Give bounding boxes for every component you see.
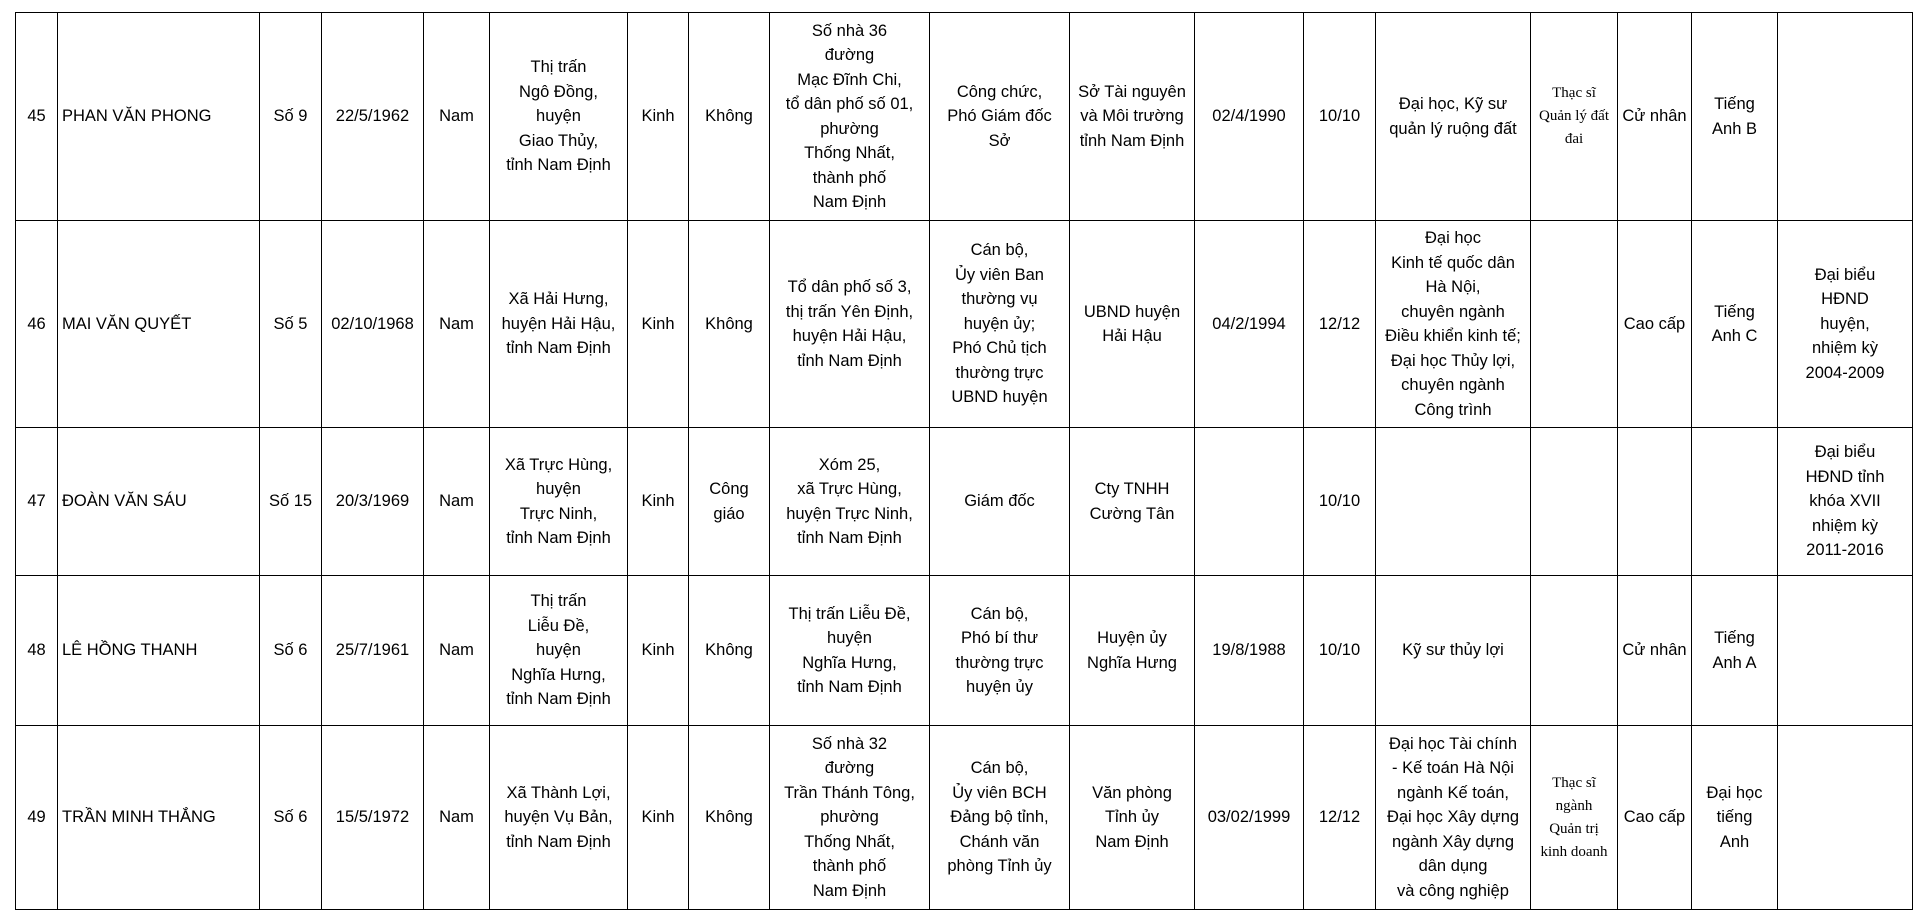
cell-line: Ủy viên Ban	[955, 265, 1044, 284]
cell-line: huyện	[536, 480, 581, 498]
cell-line: tỉnh Nam Định	[1079, 131, 1185, 150]
cell-line: Không	[705, 641, 753, 660]
ly-luan-cell: Cao cấp	[1618, 726, 1692, 910]
cell-line: và công nghiệp	[1397, 881, 1509, 900]
cell-line: kinh doanh	[1540, 843, 1608, 860]
cell-line: Hải Hậu	[1102, 327, 1162, 345]
cell-line: ngành Kế toán,	[1397, 783, 1509, 802]
so-to-cell: Số 6	[260, 576, 322, 726]
cell-line: Huyện ủy	[1097, 629, 1167, 647]
cell-line: Công chức,	[956, 82, 1043, 101]
gioi-tinh-cell: Nam	[424, 726, 490, 910]
noi-o-cell	[770, 576, 930, 726]
cell-line: Anh	[1719, 832, 1750, 851]
pho-thong-cell: 10/10	[1304, 428, 1376, 576]
cell-line: Đại học Thủy lợi,	[1390, 351, 1516, 370]
cell-line: Nghĩa Hưng,	[511, 665, 606, 684]
cell-line: tỉnh Nam Định	[797, 351, 902, 370]
cell-line: chuyên ngành	[1401, 376, 1505, 394]
hoc-vi-cell	[1531, 726, 1618, 910]
cell-line: Phó Chủ tịch	[952, 339, 1047, 358]
ngay-vao-dang-cell: 03/02/1999	[1195, 726, 1304, 910]
cell-line: Nghĩa Hưng,	[802, 653, 897, 672]
dai-bieu-cell	[1778, 726, 1913, 910]
cell-line: Nghĩa Hưng	[1087, 653, 1177, 672]
ngay-sinh-cell: 25/7/1961	[322, 576, 424, 726]
cell-line: Công	[709, 480, 749, 498]
noi-cong-tac-cell	[1070, 726, 1195, 910]
table-row	[16, 576, 1913, 726]
noi-cong-tac-cell	[1070, 221, 1195, 428]
cell-line: Đại học, Kỹ sư	[1398, 95, 1508, 113]
dan-toc-cell: Kinh	[628, 221, 689, 428]
cell-line: Hà Nội,	[1425, 278, 1481, 296]
hoc-vi-cell	[1531, 428, 1618, 576]
cell-line: huyện ủy;	[963, 314, 1036, 333]
cell-line: Cty TNHH	[1094, 480, 1170, 498]
cell-line: Xã Hải Hưng,	[508, 290, 609, 309]
stt-cell: 47	[16, 428, 58, 576]
ly-luan-cell: Cử nhân	[1618, 13, 1692, 221]
dai-bieu-cell	[1778, 221, 1913, 428]
cell-line: Đại học	[1425, 229, 1481, 247]
cell-line: thành phố	[812, 857, 887, 876]
cell-line: huyện Vụ Bản,	[504, 808, 613, 827]
chuc-vu-cell	[930, 428, 1070, 576]
dai-bieu-cell	[1778, 13, 1913, 221]
stt-cell: 45	[16, 13, 58, 221]
stt-cell: 46	[16, 221, 58, 428]
cell-line: Tỉnh ủy	[1104, 808, 1160, 827]
dan-toc-cell: Kinh	[628, 576, 689, 726]
cell-line: Điều khiển kinh tế;	[1385, 327, 1521, 345]
noi-cong-tac-cell	[1070, 428, 1195, 576]
cell-line: Đại học Xây dựng	[1386, 808, 1520, 827]
cell-line: Ủy viên BCH	[952, 783, 1047, 802]
cell-line: Phó Giám đốc	[947, 107, 1052, 126]
cell-line: tỉnh Nam Định	[506, 690, 611, 709]
cell-line: nhiệm kỳ	[1811, 516, 1879, 535]
cell-line: xã Trực Hùng,	[797, 480, 902, 498]
cell-line: Thị trấn	[530, 592, 587, 611]
ngay-sinh-cell: 02/10/1968	[322, 221, 424, 428]
chuyen-mon-cell	[1376, 726, 1531, 910]
dai-bieu-cell	[1778, 428, 1913, 576]
cell-line: huyện	[827, 629, 872, 647]
ton-giao-cell	[689, 576, 770, 726]
ly-luan-cell: Cử nhân	[1618, 576, 1692, 726]
cell-line: tỉnh Nam Định	[506, 832, 611, 851]
cell-line: Anh C	[1711, 327, 1758, 345]
que-quan-cell	[490, 221, 628, 428]
cell-line: huyện Hải Hậu,	[501, 314, 616, 333]
so-to-cell: Số 9	[260, 13, 322, 221]
cell-line: Tiếng	[1714, 302, 1755, 321]
cell-line: Không	[705, 314, 753, 333]
cell-line: huyện Hải Hậu,	[792, 327, 907, 345]
ngay-sinh-cell: 20/3/1969	[322, 428, 424, 576]
cell-line: Nam Định	[812, 193, 887, 211]
cell-line: Số nhà 32	[811, 734, 888, 753]
cell-line: Không	[705, 107, 753, 126]
ho-ten-cell: LÊ HỒNG THANH	[58, 576, 260, 726]
noi-o-cell	[770, 221, 930, 428]
ngay-vao-dang-cell	[1195, 428, 1304, 576]
gioi-tinh-cell: Nam	[424, 13, 490, 221]
ho-ten-cell: ĐOÀN VĂN SÁU	[58, 428, 260, 576]
ngay-vao-dang-cell: 02/4/1990	[1195, 13, 1304, 221]
que-quan-cell	[490, 13, 628, 221]
noi-o-cell	[770, 13, 930, 221]
ngay-sinh-cell: 22/5/1962	[322, 13, 424, 221]
candidate-table	[15, 12, 1913, 910]
cell-line: thành phố	[812, 168, 887, 187]
cell-line: Cường Tân	[1089, 504, 1175, 523]
cell-line: phường	[820, 808, 879, 827]
dan-toc-cell: Kinh	[628, 428, 689, 576]
cell-line: Đại học	[1706, 783, 1763, 802]
table-row	[16, 726, 1913, 910]
pho-thong-cell: 12/12	[1304, 726, 1376, 910]
cell-line: khóa XVII	[1809, 492, 1881, 511]
ngoai-ngu-cell	[1692, 576, 1778, 726]
cell-line: Công trình	[1414, 400, 1492, 419]
cell-line: tỉnh Nam Định	[797, 678, 902, 696]
que-quan-cell	[490, 576, 628, 726]
pho-thong-cell: 10/10	[1304, 576, 1376, 726]
cell-line: tỉnh Nam Định	[506, 339, 611, 358]
cell-line: Liễu Đề,	[527, 616, 590, 635]
cell-line: chuyên ngành	[1401, 302, 1505, 321]
noi-cong-tac-cell	[1070, 576, 1195, 726]
cell-line: Trực Ninh,	[519, 504, 598, 523]
so-to-cell: Số 5	[260, 221, 322, 428]
chuc-vu-cell	[930, 726, 1070, 910]
cell-line: Không	[705, 808, 753, 827]
dan-toc-cell: Kinh	[628, 13, 689, 221]
cell-line: 2004-2009	[1805, 363, 1885, 382]
noi-o-cell	[770, 428, 930, 576]
cell-line: Thạc sĩ	[1552, 774, 1596, 791]
cell-line: thường trực	[955, 363, 1044, 382]
table-row	[16, 221, 1913, 428]
cell-line: Ngô Đồng,	[519, 82, 598, 101]
cell-line: phòng Tỉnh ủy	[947, 857, 1052, 876]
cell-line: huyện	[536, 641, 581, 660]
ton-giao-cell	[689, 726, 770, 910]
cell-line: đai	[1564, 131, 1584, 147]
cell-line: huyện ủy	[966, 678, 1033, 696]
cell-line: Đại biểu	[1814, 265, 1876, 284]
cell-line: Tiếng	[1714, 629, 1755, 647]
cell-line: Cán bộ,	[970, 604, 1029, 623]
cell-line: huyện,	[1820, 314, 1870, 333]
ho-ten-cell: PHAN VĂN PHONG	[58, 13, 260, 221]
cell-line: HĐND	[1821, 290, 1869, 309]
cell-line: HĐND tỉnh	[1805, 467, 1885, 486]
table-row	[16, 428, 1913, 576]
cell-line: Thị trấn	[530, 58, 587, 77]
cell-line: - Kế toán Hà Nội	[1392, 759, 1514, 778]
cell-line: Thống Nhất,	[804, 832, 895, 851]
cell-line: huyện	[536, 107, 581, 126]
cell-line: Anh A	[1712, 653, 1757, 672]
cell-line: Tổ dân phố số 3,	[787, 278, 912, 296]
cell-line: Nam Định	[812, 881, 887, 900]
cell-line: đường	[824, 759, 875, 778]
cell-line: Mạc Đĩnh Chi,	[797, 70, 902, 89]
ho-ten-cell: MAI VĂN QUYẾT	[58, 221, 260, 428]
cell-line: Trần Thánh Tông,	[784, 783, 915, 802]
cell-line: Kỹ sư thủy lợi	[1402, 641, 1504, 660]
cell-line: Giám đốc	[964, 492, 1035, 511]
cell-line: nhiệm kỳ	[1811, 339, 1879, 358]
cell-line: Anh B	[1712, 119, 1757, 138]
cell-line: Đảng bộ tỉnh,	[950, 808, 1049, 827]
que-quan-cell	[490, 726, 628, 910]
chuc-vu-cell	[930, 576, 1070, 726]
cell-line: Xã Trực Hùng,	[504, 455, 613, 474]
stt-cell: 49	[16, 726, 58, 910]
cell-line: Quản trị	[1549, 820, 1599, 837]
gioi-tinh-cell: Nam	[424, 428, 490, 576]
stt-cell: 48	[16, 576, 58, 726]
ly-luan-cell	[1618, 428, 1692, 576]
ton-giao-cell	[689, 221, 770, 428]
ngay-vao-dang-cell: 19/8/1988	[1195, 576, 1304, 726]
cell-line: ngành Xây dựng	[1391, 832, 1515, 851]
cell-line: thường trực	[955, 653, 1044, 672]
cell-line: Thống Nhất,	[804, 144, 895, 162]
so-to-cell: Số 15	[260, 428, 322, 576]
ngoai-ngu-cell	[1692, 13, 1778, 221]
cell-line: tỉnh Nam Định	[506, 529, 611, 547]
cell-line: tổ dân phố số 01,	[785, 95, 914, 113]
cell-line: UBND huyện	[1083, 302, 1181, 321]
ngay-sinh-cell: 15/5/1972	[322, 726, 424, 910]
cell-line: Kinh tế quốc dân	[1391, 253, 1515, 272]
chuyen-mon-cell	[1376, 428, 1531, 576]
cell-line: Giao Thủy,	[518, 131, 599, 150]
ton-giao-cell	[689, 428, 770, 576]
cell-line: Văn phòng	[1092, 783, 1172, 802]
ton-giao-cell	[689, 13, 770, 221]
cell-line: Đại học Tài chính	[1388, 734, 1518, 753]
cell-line: dân dụng	[1418, 857, 1488, 876]
noi-o-cell	[770, 726, 930, 910]
gioi-tinh-cell: Nam	[424, 221, 490, 428]
cell-line: 2011-2016	[1806, 541, 1884, 560]
cell-line: Nam Định	[1095, 832, 1169, 851]
cell-line: tỉnh Nam Định	[797, 529, 902, 547]
cell-line: Tiếng	[1714, 95, 1755, 113]
cell-line: tiếng	[1716, 808, 1753, 827]
chuyen-mon-cell	[1376, 13, 1531, 221]
noi-cong-tac-cell	[1070, 13, 1195, 221]
chuyen-mon-cell	[1376, 576, 1531, 726]
cell-line: Quản lý đất	[1539, 108, 1609, 124]
pho-thong-cell: 10/10	[1304, 13, 1376, 221]
cell-line: ngành	[1555, 797, 1593, 814]
cell-line: Phó bí thư	[960, 629, 1039, 647]
cell-line: huyện Trực Ninh,	[786, 504, 913, 523]
chuyen-mon-cell	[1376, 221, 1531, 428]
cell-line: Cán bộ,	[970, 241, 1029, 260]
cell-line: Xã Thành Lợi,	[506, 783, 611, 802]
so-to-cell: Số 6	[260, 726, 322, 910]
cell-line: giáo	[713, 504, 745, 523]
ly-luan-cell: Cao cấp	[1618, 221, 1692, 428]
cell-line: thường vụ	[961, 290, 1038, 309]
dai-bieu-cell	[1778, 576, 1913, 726]
pho-thong-cell: 12/12	[1304, 221, 1376, 428]
cell-line: Số nhà 36	[811, 21, 888, 40]
cell-line: thị trấn Yên Định,	[785, 302, 914, 321]
table-row	[16, 13, 1913, 221]
cell-line: Thạc sĩ	[1552, 85, 1596, 101]
cell-line: Cán bộ,	[970, 759, 1029, 778]
chuc-vu-cell	[930, 13, 1070, 221]
hoc-vi-cell	[1531, 221, 1618, 428]
cell-line: Thị trấn Liễu Đề,	[788, 604, 911, 623]
cell-line: tỉnh Nam Định	[506, 156, 611, 175]
gioi-tinh-cell: Nam	[424, 576, 490, 726]
cell-line: quản lý ruộng đất	[1389, 119, 1517, 138]
ngay-vao-dang-cell: 04/2/1994	[1195, 221, 1304, 428]
cell-line: và Môi trường	[1080, 107, 1184, 126]
dan-toc-cell: Kinh	[628, 726, 689, 910]
ngoai-ngu-cell	[1692, 726, 1778, 910]
ngoai-ngu-cell	[1692, 221, 1778, 428]
cell-line: UBND huyện	[951, 388, 1048, 407]
que-quan-cell	[490, 428, 628, 576]
cell-line: phường	[820, 119, 879, 138]
ngoai-ngu-cell	[1692, 428, 1778, 576]
cell-line: Sở Tài nguyên	[1078, 82, 1186, 101]
hoc-vi-cell	[1531, 13, 1618, 221]
cell-line: Đại biểu	[1814, 443, 1876, 462]
cell-line: đường	[824, 46, 875, 64]
ho-ten-cell: TRẦN MINH THẮNG	[58, 726, 260, 910]
hoc-vi-cell	[1531, 576, 1618, 726]
cell-line: Sở	[988, 131, 1011, 150]
cell-line: Xóm 25,	[818, 455, 881, 474]
cell-line: Chánh văn	[959, 832, 1040, 851]
chuc-vu-cell	[930, 221, 1070, 428]
